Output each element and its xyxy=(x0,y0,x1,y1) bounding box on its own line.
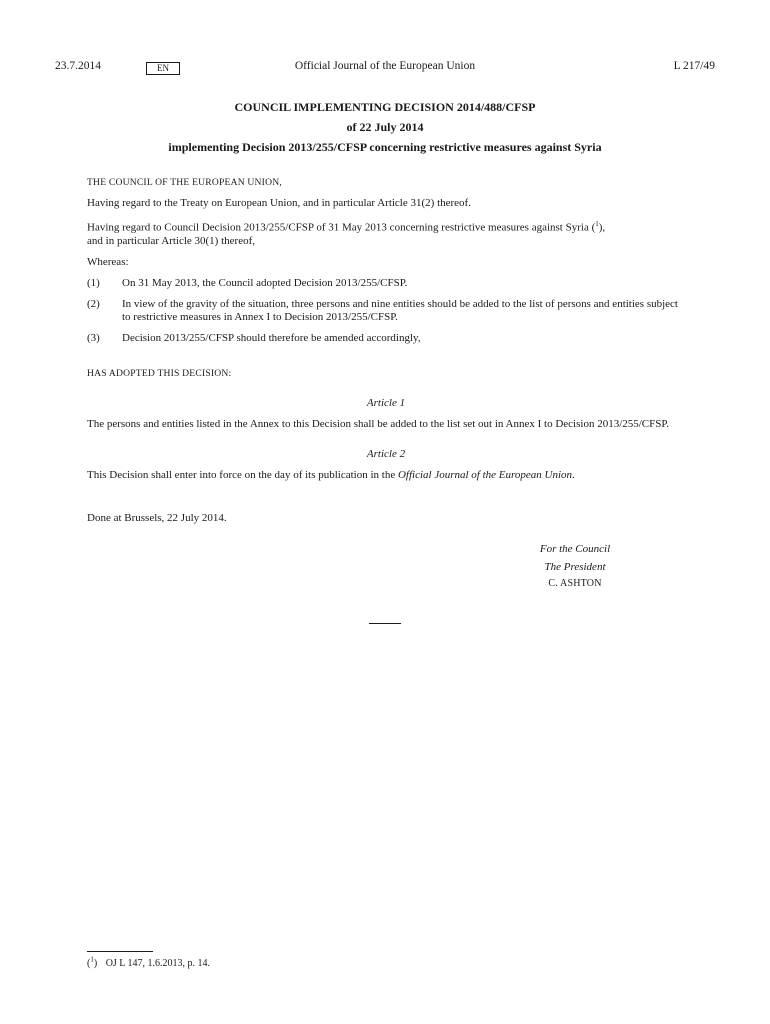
article-2-heading: Article 2 xyxy=(366,447,406,460)
footnote-text: OJ L 147, 1.6.2013, p. 14. xyxy=(105,958,211,970)
decision-title xyxy=(55,98,715,158)
end-rule xyxy=(369,623,401,624)
title-line-2: of 22 July 2014 xyxy=(346,120,424,134)
article-2-text xyxy=(87,469,685,482)
language-badge: EN xyxy=(146,62,180,75)
citation-treaty: Having regard to the Treaty on European Union, and in particular Article 31(2) thereof. xyxy=(87,197,471,209)
document-body xyxy=(87,176,685,525)
recital-1 xyxy=(87,277,685,290)
done-at: Done at Brussels, 22 July 2014. xyxy=(87,511,227,524)
journal-header xyxy=(55,60,715,78)
recital-3 xyxy=(87,332,685,345)
footnote xyxy=(87,956,210,969)
recital-text: On 31 May 2013, the Council adopted Decision 2013/255/CFSP. xyxy=(122,276,408,289)
signature-role: The President xyxy=(544,561,606,573)
citation-decision-cont: and in particular Article 30(1) thereof, xyxy=(87,234,255,247)
whereas-label: Whereas: xyxy=(87,255,129,268)
citation-decision-close: ), xyxy=(598,221,606,234)
signature-for: For the Council xyxy=(539,543,611,555)
recital-2 xyxy=(87,298,685,324)
signature-name: C. ASHTON xyxy=(548,578,602,589)
title-line-3: implementing Decision 2013/255/CFSP concerning restrictive measures against Syria xyxy=(168,140,602,154)
citation-decision xyxy=(87,218,685,248)
footnote-ref[interactable]: 1 xyxy=(595,220,599,228)
journal-name-italic: Official Journal of the European Union xyxy=(397,468,573,481)
adopted-statement: HAS ADOPTED THIS DECISION: xyxy=(87,367,232,379)
recital-number: (1) xyxy=(87,276,100,289)
article-1-heading: Article 1 xyxy=(366,396,406,409)
article-2-text-start: This Decision shall enter into force on the day of its publication in the xyxy=(87,468,398,481)
article-1-text: The persons and entities listed in the Annex to this Decision shall be added to the list set out in Annex I to Decision 2013/255/CFSP. xyxy=(87,417,670,430)
recital-number: (2) xyxy=(87,297,100,310)
footnote-mark: 1 xyxy=(90,956,94,964)
recital-text: Decision 2013/255/CFSP should therefore be amended accordingly, xyxy=(122,331,421,344)
council-heading: THE COUNCIL OF THE EUROPEAN UNION, xyxy=(87,177,282,188)
publication-date: 23.7.2014 xyxy=(55,60,101,72)
footnote-rule xyxy=(87,951,153,952)
recital-number: (3) xyxy=(87,331,100,344)
title-line-1: COUNCIL IMPLEMENTING DECISION 2014/488/CFSP xyxy=(234,100,536,114)
journal-title: Official Journal of the European Union xyxy=(294,60,476,72)
citation-decision-text: Having regard to Council Decision 2013/255/CFSP of 31 May 2013 concerning restrictive measures against Syria ( xyxy=(87,221,596,234)
page-reference: L 217/49 xyxy=(673,60,715,72)
article-2-text-end: . xyxy=(572,468,575,481)
recital-text: In view of the gravity of the situation, three persons and nine entities should be added to the list of persons and entities subject to restrictive measures in Annex I to Decision 2013/255/CFSP. xyxy=(122,297,678,323)
footnote-mark-wrap: ($^1$) xyxy=(87,956,98,970)
